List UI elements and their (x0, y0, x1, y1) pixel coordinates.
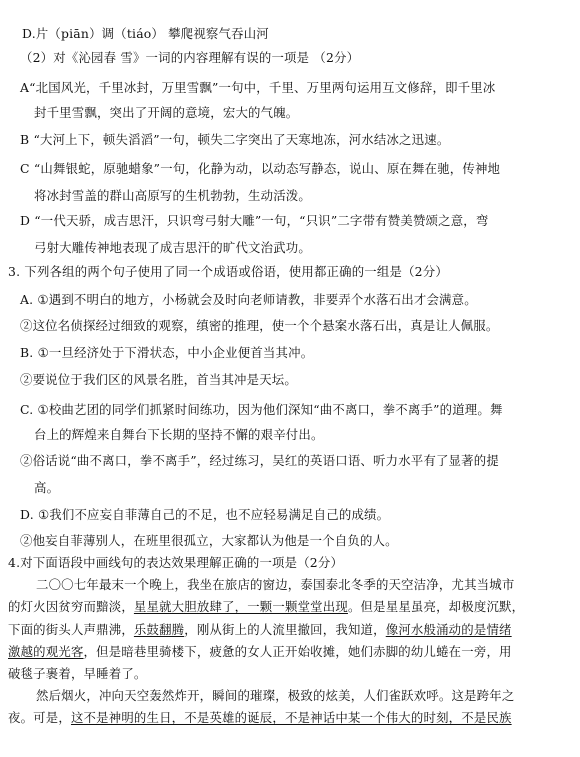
q4-paragraph1-line5: 破毯子裹着，早睡着了。 (8, 666, 147, 681)
q3-option-d1: D. ①我们不应妄自菲薄自己的不足，也不应轻易满足自己的成绩。 (20, 507, 390, 522)
q4-paragraph1-line2 (8, 599, 524, 615)
underlined-sentence: 星星就大胆放肆了，一颗一颗堂堂出现 (133, 599, 348, 614)
q2-option-d-line2: 弓射大雕传神地表现了成吉思汗的旷代文治武功。 (34, 240, 311, 255)
q4-paragraph1-line3 (8, 622, 512, 638)
underlined-sentence: 这不是神明的生日，不是英雄的诞辰，不是神话中某一个伟大的时刻，不是民族 (70, 710, 512, 725)
q3-option-c1-line2: 台上的辉煌来自舞台下长期的坚持不懈的艰辛付出。 (34, 427, 324, 442)
text-segment: ，但是暗巷里骑楼下，疲惫的女人正开始收摊，她们赤脚的幼儿蜷在一旁，用 (83, 644, 512, 659)
q1-option-d: D.片（piān）调（tiáo） 攀爬视察气吞山河 (22, 26, 269, 41)
q3-option-c2-line2: 高。 (34, 480, 60, 495)
text-segment: 。但是星星虽亮，却极度沉默， (347, 599, 525, 614)
underlined-sentence: 乐鼓翻腾 (133, 622, 185, 637)
text-segment: 的灯火因贫穷而黯淡， (8, 599, 134, 614)
underlined-sentence: 激越的观光客 (8, 644, 84, 659)
q3-option-a1: A. ①遇到不明白的地方，小杨就会及时向老师请教，非要弄个水落石出才会满意。 (20, 292, 477, 307)
text-segment: 下面的街头人声鼎沸， (8, 622, 134, 637)
q2-option-b: B “大河上下，顿失滔滔”一句，顿失二字突出了天寒地冻，河水结冰之迅速。 (20, 132, 450, 147)
q3-stem: 3. 下列各组的两个句子使用了同一个成语或俗语，使用都正确的一组是（2分） (8, 264, 448, 279)
q3-option-d2: ②他妄自菲薄别人，在班里很孤立，大家都认为他是一个自负的人。 (20, 533, 398, 548)
q2-stem: （2）对《沁园春 雪》一词的内容理解有误的一项是 （2分） (20, 50, 360, 65)
q4-stem: 4.对下面语段中画线句的表达效果理解正确的一项是（2分） (8, 555, 344, 570)
q3-option-a2: ②这位名侦探经过细致的观察，缜密的推理，使一个个悬案水落石出，真是让人佩服。 (20, 318, 499, 333)
q4-paragraph1-line1: 二〇〇七年最末一个晚上，我坐在旅店的窗边，泰国泰北冬季的天空洁净，尤其当城市 (36, 577, 515, 592)
q2-option-c-line2: 将冰封雪盖的群山高原写的生机勃勃，生动活泼。 (34, 188, 311, 203)
text-segment: ，刚从街上的人流里撤回，我知道， (184, 622, 386, 637)
q4-paragraph1-line4 (8, 644, 512, 660)
q3-option-b2: ②要说位于我们区的风景名胜，首当其冲是天坛。 (20, 372, 297, 387)
q2-option-c-line1: C “山舞银蛇，原驰蜡象”一句，化静为动，以动态写静态，说山、原在舞在驰，传神地 (20, 161, 501, 176)
q2-option-a-line1: A“北国风光，千里冰封，万里雪飘”一句中，千里、万里两句运用互文修辞，即千里冰 (20, 80, 496, 95)
q4-paragraph2-line1: 然后烟火，冲向天空轰然炸开，瞬间的璀璨，极致的炫美，人们雀跃欢呼。这是跨年之 (36, 688, 515, 703)
q3-option-c1-line1: C. ①校曲艺团的同学们抓紧时间练功，因为他们深知“曲不离口，拳不离手”的道理。舞 (20, 402, 503, 417)
text-segment: 夜。可是， (8, 710, 71, 725)
underlined-sentence: 像河水般涌动的是情绪 (385, 622, 512, 637)
q2-option-d-line1: D “一代天骄，成吉思汗，只识弯弓射大雕”一句，“只识”二字带有赞美赞颂之意，弯 (20, 213, 489, 228)
q4-paragraph2-line2 (8, 710, 512, 726)
q3-option-c2-line1: ②俗话说“曲不离口，拳不离手”，经过练习，吴红的英语口语、听力水平有了显著的提 (20, 453, 499, 468)
q2-option-a-line2: 封千里雪飘，突出了开阔的意境，宏大的气魄。 (34, 105, 299, 120)
q3-option-b1: B. ①一旦经济处于下滑状态，中小企业便首当其冲。 (20, 345, 314, 360)
